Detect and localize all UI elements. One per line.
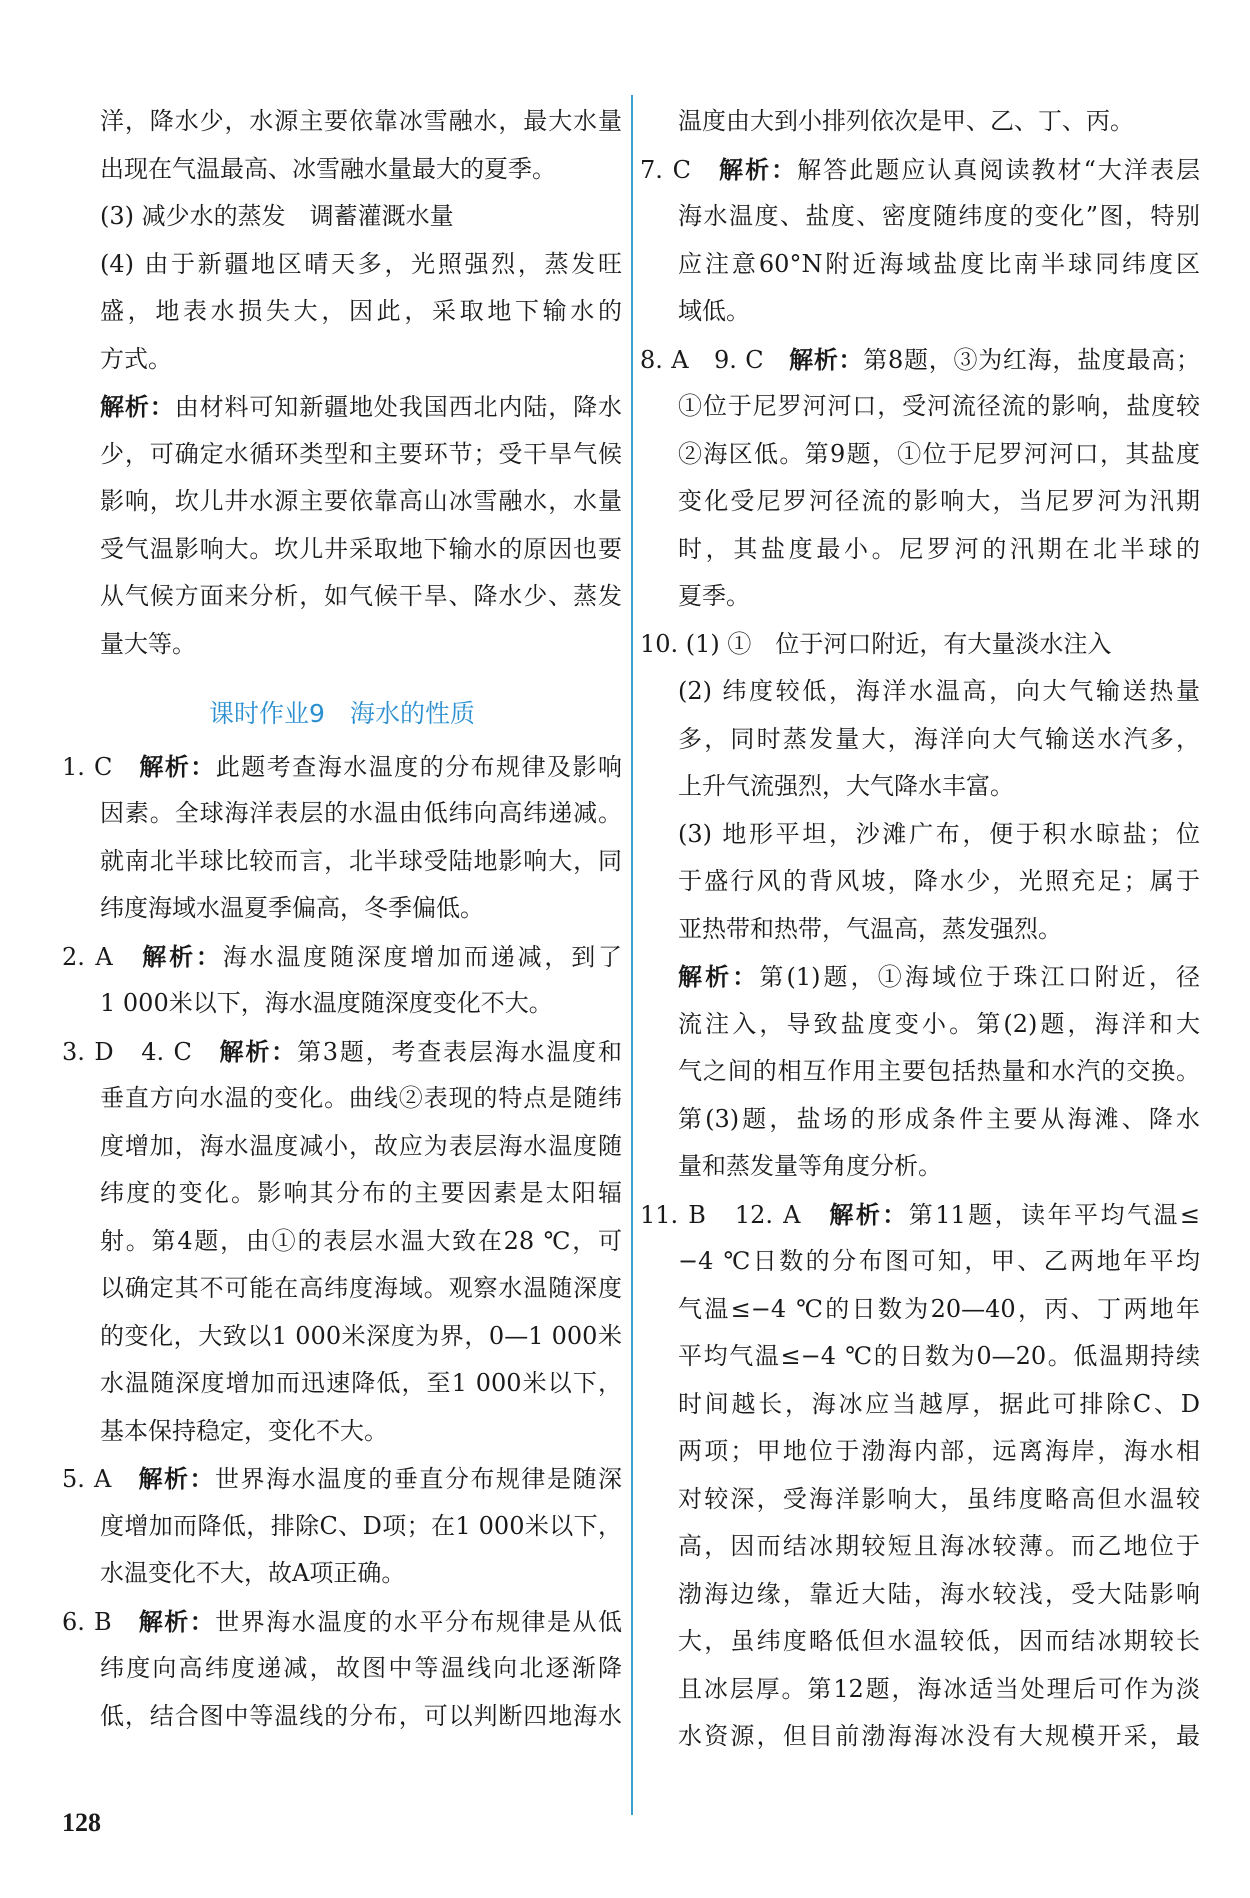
text-line <box>62 383 622 431</box>
answer-q6 <box>62 1598 622 1741</box>
text-line: 海水温度、盐度、密度随纬度的变化”图，特别 <box>678 202 1200 230</box>
text-line: 盛，地表水损失大，因此，采取地下输水的 <box>100 297 622 325</box>
text-line: 于盛行风的背风坡，降水少，光照充足；属于 <box>678 867 1200 895</box>
text-line: 亚热带和热带，气温高，蒸发强烈。 <box>678 914 1062 943</box>
analysis-label: 解析： <box>138 1606 216 1636</box>
text-span: 由材料可知新疆地处我国西北内陆，降水 <box>174 393 623 421</box>
text-line: 水温变化不大，故A项正确。 <box>100 1559 406 1587</box>
left-column <box>62 98 622 1740</box>
text-line <box>62 743 622 791</box>
question-number: 1. C <box>62 752 113 781</box>
analysis-label: 解析： <box>100 392 175 421</box>
answer-q10 <box>640 621 1200 1191</box>
question-number: 11. B 12. A <box>640 1200 801 1229</box>
text-line: 应注意60°N附近海域盐度比南半球同纬度区 <box>678 249 1200 278</box>
analysis-label: 解析： <box>139 751 216 781</box>
text-span: 第3题，考查表层海水温度和 <box>296 1037 622 1066</box>
text-line: 纬度向高纬度递减，故图中等温线向北逐渐降 <box>100 1654 622 1682</box>
answer-q2 <box>62 933 622 1028</box>
text-line: 影响，坎儿井水源主要依靠高山冰雪融水，水量 <box>100 487 622 515</box>
answer-q7 <box>640 146 1200 336</box>
text-line: 水温随深度增加而迅速降低，至1 000米以下， <box>100 1369 622 1397</box>
text-span: 解答此题应认真阅读教材“大洋表层 <box>797 155 1201 184</box>
text-line: 10. (1) ① 位于河口附近，有大量淡水注入 <box>640 629 1112 658</box>
text-line: 时间越长，海冰应当越厚，据此可排除C、D <box>678 1389 1200 1418</box>
text-line: (3) 地形平坦，沙滩广布，便于积水晾盐；位 <box>678 819 1200 848</box>
text-line: 渤海边缘，靠近大陆，海水较浅，受大陆影响 <box>678 1579 1200 1608</box>
text-span: 第(1)题，①海域位于珠江口附近，径 <box>759 963 1201 991</box>
column-divider <box>631 95 633 1815</box>
answer-3: (3) 减少水的蒸发 调蓄灌溉水量 <box>100 202 454 230</box>
text-line: 纬度的变化。影响其分布的主要因素是太阳辐 <box>100 1179 622 1207</box>
text-line: 大，虽纬度略低但水温较低，因而结冰期较长 <box>678 1627 1200 1655</box>
question-number: 3. D 4. C <box>62 1037 192 1066</box>
text-line: 流注入，导致盐度变小。第(2)题，海洋和大 <box>678 1009 1200 1038</box>
text-line: 因素。全球海洋表层的水温由低纬向高纬递减。 <box>100 799 622 827</box>
text-line: 洋，降水少，水源主要依靠冰雪融水，最大水量 <box>100 107 622 135</box>
text-line: 基本保持稳定，变化不大。 <box>100 1416 388 1445</box>
question-number: 7. C <box>640 155 691 184</box>
analysis-label: 解析： <box>719 154 798 184</box>
text-line: 射。第4题，由①的表层水温大致在28 ℃，可 <box>100 1226 622 1255</box>
text-line: 温度由大到小排列依次是甲、乙、丁、丙。 <box>678 107 1134 135</box>
text-span: 此题考查海水温度的分布规律及影响 <box>215 752 623 781</box>
text-line: 域低。 <box>678 297 750 325</box>
text-span: 海水温度随深度增加而递减，到了 <box>222 942 623 971</box>
answer-4 <box>62 241 622 384</box>
question-number: 8. A 9. C <box>640 345 764 374</box>
text-line: 对较深，受海洋影响大，虽纬度略高但水温较 <box>678 1484 1200 1513</box>
analysis-label: 解析： <box>789 344 864 374</box>
text-line: 1 000米以下，海水温度随深度变化不大。 <box>100 989 553 1017</box>
text-line: ②海区低。第9题，①位于尼罗河河口，其盐度 <box>678 439 1200 468</box>
text-line: 就南北半球比较而言，北半球受陆地影响大，同 <box>100 846 622 875</box>
text-line: 量和蒸发量等角度分析。 <box>678 1152 942 1180</box>
answer-q3-q4 <box>62 1028 622 1456</box>
text-line: 夏季。 <box>678 582 750 610</box>
text-line: 度增加，海水温度减小，故应为表层海水温度随 <box>100 1131 622 1160</box>
text-line: (4) 由于新疆地区晴天多，光照强烈，蒸发旺 <box>100 249 622 278</box>
text-line: 变化受尼罗河径流的影响大，当尼罗河为汛期 <box>678 487 1200 515</box>
answer-paragraph-2 <box>62 98 622 193</box>
text-line <box>62 1598 622 1646</box>
text-span: 世界海水温度的水平分布规律是从低 <box>215 1607 622 1636</box>
text-line: 上升气流强烈，大气降水丰富。 <box>678 772 1014 800</box>
section-title: 课时作业9 海水的性质 <box>209 699 475 728</box>
text-line: 从气候方面来分析，如气候干旱、降水少、蒸发 <box>100 582 622 610</box>
right-column <box>640 98 1200 1761</box>
text-line: 垂直方向水温的变化。曲线②表现的特点是随纬 <box>100 1084 622 1112</box>
text-line <box>640 336 1200 384</box>
text-line: 多，同时蒸发量大，海洋向大气输送水汽多， <box>678 724 1200 753</box>
text-line: 第(3)题，盐场的形成条件主要从海滩、降水 <box>678 1104 1200 1133</box>
text-line: 时，其盐度最小。尼罗河的汛期在北半球的 <box>678 534 1200 563</box>
question-number: 5. A <box>62 1465 112 1493</box>
text-line: 度增加而降低，排除C、D项；在1 000米以下， <box>100 1511 622 1540</box>
page-number: 128 <box>62 1808 101 1837</box>
text-line: −4 ℃日数的分布图可知，甲、乙两地年平均 <box>678 1247 1200 1275</box>
answer-q1 <box>62 743 622 933</box>
analysis-label: 解析： <box>142 941 223 971</box>
text-line <box>640 953 1200 1001</box>
answer-q11-q12 <box>640 1191 1200 1761</box>
text-line: 少，可确定水循环类型和主要环节；受干旱气候 <box>100 439 622 468</box>
text-line: 两项；甲地位于渤海内部，远离海岸，海水相 <box>678 1437 1200 1465</box>
analysis-label: 解析： <box>678 962 760 991</box>
question-number: 2. A <box>62 942 113 971</box>
text-span: 世界海水温度的垂直分布规律是随深 <box>215 1465 623 1493</box>
answer-q5 <box>62 1455 622 1598</box>
text-line: 气温≤−4 ℃的日数为20—40，丙、丁两地年 <box>678 1294 1200 1323</box>
text-line: 气之间的相互作用主要包括热量和水汽的交换。 <box>678 1057 1200 1085</box>
text-line: 低，结合图中等温线的分布，可以判断四地海水 <box>100 1701 622 1730</box>
text-line: 的变化，大致以1 000米深度为界，0—1 000米 <box>100 1321 622 1350</box>
text-line: 量大等。 <box>100 629 196 658</box>
text-line: 纬度海域水温夏季偏高，冬季偏低。 <box>100 894 484 922</box>
text-line: 水资源，但目前渤海海冰没有大规模开采，最 <box>678 1722 1200 1750</box>
question-number: 6. B <box>62 1607 112 1636</box>
text-line: 以确定其不可能在高纬度海域。观察水温随深度 <box>100 1274 622 1302</box>
analysis-label: 解析： <box>138 1464 216 1493</box>
text-line: 平均气温≤−4 ℃的日数为0—20。低温期持续 <box>678 1342 1200 1370</box>
analysis-label: 解析： <box>829 1199 909 1229</box>
text-line <box>640 146 1200 194</box>
answer-q8-q9 <box>640 336 1200 621</box>
text-span: 第8题，③为红海，盐度最高； <box>863 345 1201 374</box>
text-line <box>62 933 622 981</box>
text-line: (2) 纬度较低，海洋水温高，向大气输送热量 <box>678 677 1200 705</box>
text-line: 方式。 <box>100 344 172 373</box>
text-line: 出现在气温最高、冰雪融水量最大的夏季。 <box>100 154 556 183</box>
text-line <box>62 1455 622 1503</box>
analysis-block <box>62 383 622 668</box>
text-line <box>640 1191 1200 1239</box>
text-line: ①位于尼罗河河口，受河流径流的影响，盐度较 <box>678 392 1200 420</box>
analysis-label: 解析： <box>219 1036 297 1066</box>
text-line: 高，因而结冰期较短且海冰较薄。而乙地位于 <box>678 1532 1200 1560</box>
text-line: 受气温影响大。坎儿井采取地下输水的原因也要 <box>100 534 622 563</box>
text-span: 第11题，读年平均气温≤ <box>908 1200 1201 1229</box>
text-line <box>62 1028 622 1076</box>
text-line: 且冰层厚。第12题，海冰适当处理后可作为淡 <box>678 1674 1200 1703</box>
